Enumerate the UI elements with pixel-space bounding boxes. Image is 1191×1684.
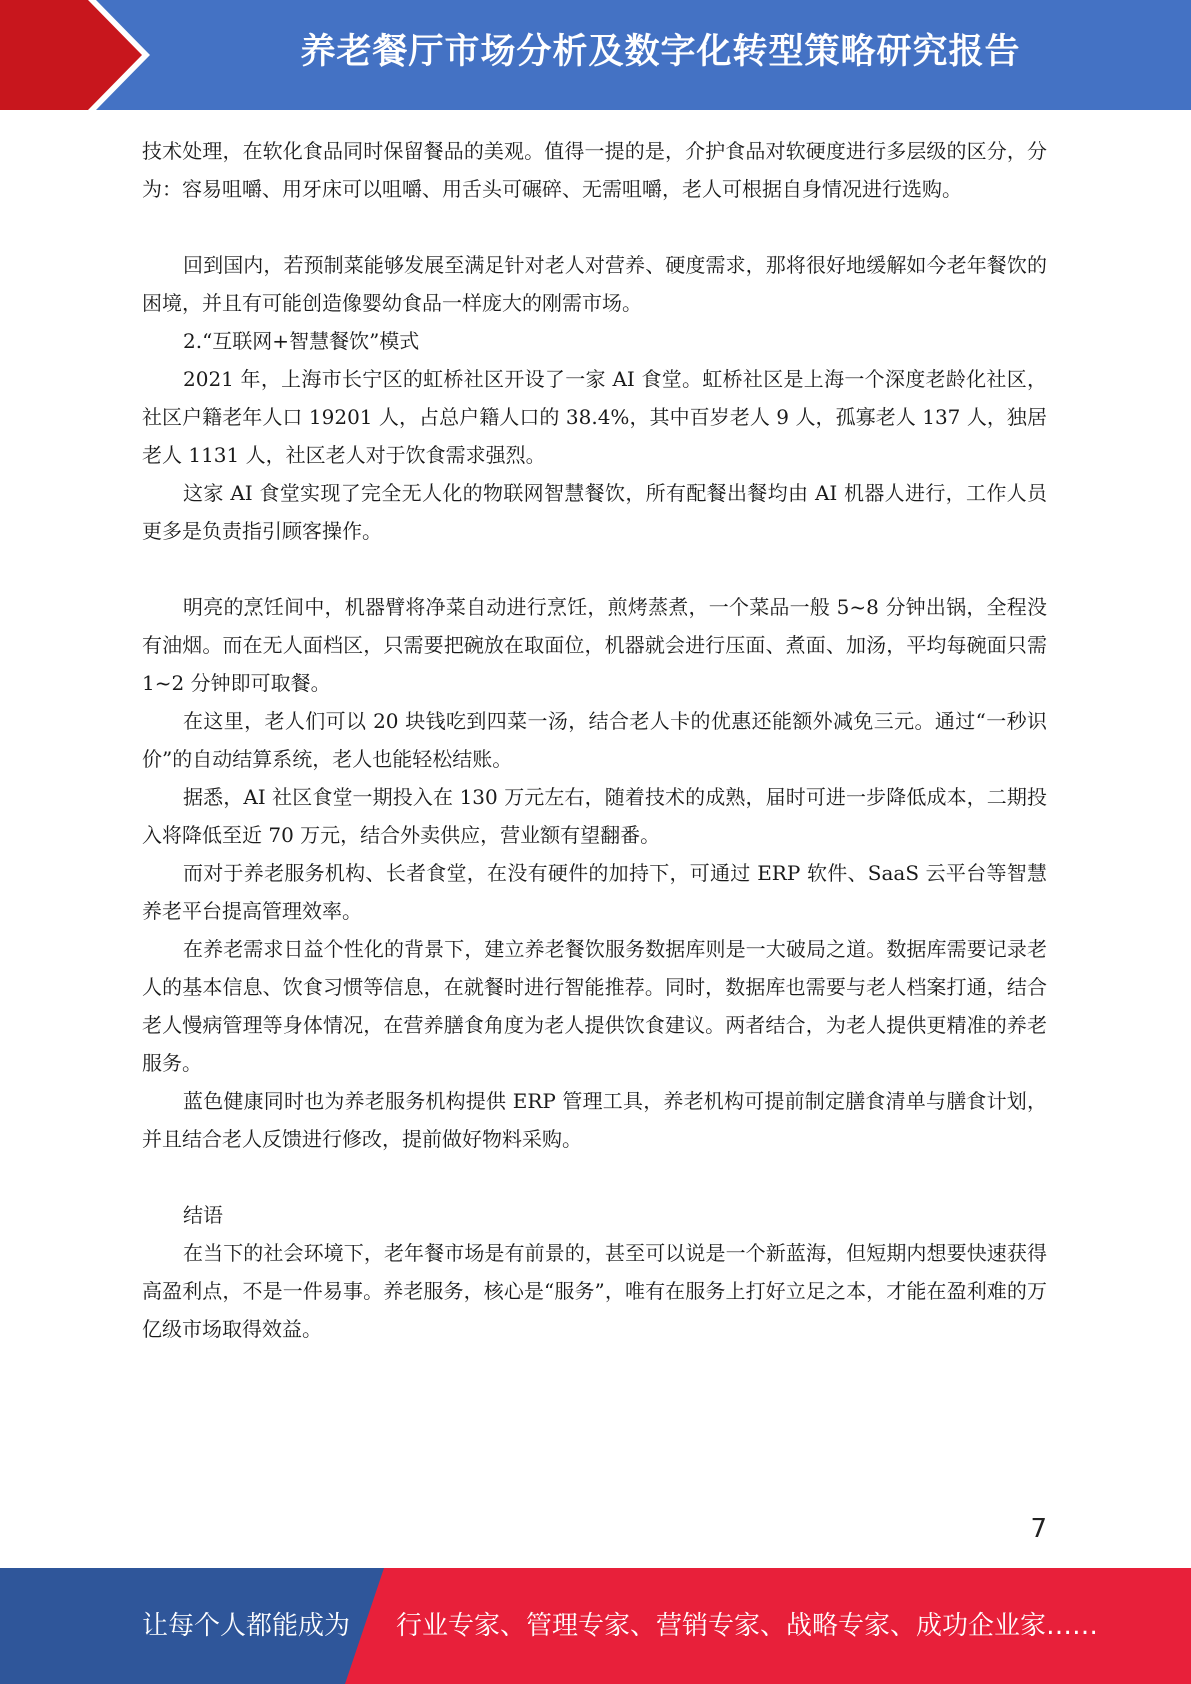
page-number: 7 (1030, 1514, 1047, 1544)
header-chevron-decoration (0, 0, 160, 110)
paragraph: 回到国内，若预制菜能够发展至满足针对老人对营养、硬度需求，那将很好地缓解如今老年餐饮的困境，并且有可能创造像婴幼食品一样庞大的刚需市场。 (142, 253, 1047, 315)
paragraph: 明亮的烹饪间中，机器臂将净菜自动进行烹饪，煎烤蒸煮，一个菜品一般 5~8 分钟出锅，全程没有油烟。而在无人面档区，只需要把碗放在取面位，机器就会进行压面、煮面、加汤，平均每碗面只需 1~2 分钟即可取餐。 (142, 595, 1047, 695)
section-heading: 结语 (183, 1203, 223, 1227)
section-heading: 2.“互联网+智慧餐饮”模式 (183, 329, 420, 353)
paragraph: 在当下的社会环境下，老年餐市场是有前景的，甚至可以说是一个新蓝海，但短期内想要快速获得高盈利点，不是一件易事。养老服务，核心是“服务”，唯有在服务上打好立足之本，才能在盈利难的万亿级市场取得效益。 (142, 1241, 1047, 1341)
footer-slogan-left: 让每个人都能成为 (142, 1611, 351, 1641)
paragraph: 2021 年，上海市长宁区的虹桥社区开设了一家 AI 食堂。虹桥社区是上海一个深度老龄化社区，社区户籍老年人口 19201 人，占总户籍人口的 38.4%，其中百岁老人 9 人，孤寡老人 137 人，独居老人 1131 人，社区老人对于饮食需求强烈。 (142, 367, 1047, 467)
paragraph: 据悉，AI 社区食堂一期投入在 130 万元左右，随着技术的成熟，届时可进一步降低成本，二期投入将降低至近 70 万元，结合外卖供应，营业额有望翻番。 (142, 785, 1047, 847)
page-footer (0, 1568, 1191, 1684)
paragraph-gap (142, 550, 1047, 588)
paragraph-gap (142, 208, 1047, 246)
footer-slogan-right: 行业专家、管理专家、营销专家、战略专家、成功企业家…… (396, 1611, 1099, 1641)
paragraph: 蓝色健康同时也为养老服务机构提供 ERP 管理工具，养老机构可提前制定膳食清单与膳食计划，并且结合老人反馈进行修改，提前做好物料采购。 (142, 1089, 1047, 1151)
paragraph: 在养老需求日益个性化的背景下，建立养老餐饮服务数据库则是一大破局之道。数据库需要记录老人的基本信息、饮食习惯等信息，在就餐时进行智能推荐。同时，数据库也需要与老人档案打通，结合老人慢病管理等身体情况，在营养膳食角度为老人提供饮食建议。两者结合，为老人提供更精准的养老服务。 (142, 937, 1047, 1075)
paragraph: 在这里，老人们可以 20 块钱吃到四菜一汤，结合老人卡的优惠还能额外减免三元。通过“一秒识价”的自动结算系统，老人也能轻松结账。 (142, 709, 1047, 771)
paragraph: 而对于养老服务机构、长者食堂，在没有硬件的加持下，可通过 ERP 软件、SaaS 云平台等智慧养老平台提高管理效率。 (142, 861, 1047, 923)
page-header (0, 0, 1191, 110)
body-text (142, 132, 1047, 1348)
report-title: 养老餐厅市场分析及数字化转型策略研究报告 (300, 32, 1021, 72)
paragraph: 技术处理，在软化食品同时保留餐品的美观。值得一提的是，介护食品对软硬度进行多层级的区分，分为：容易咀嚼、用牙床可以咀嚼、用舌头可碾碎、无需咀嚼，老人可根据自身情况进行选购。 (142, 139, 1047, 201)
paragraph: 这家 AI 食堂实现了完全无人化的物联网智慧餐饮，所有配餐出餐均由 AI 机器人进行，工作人员更多是负责指引顾客操作。 (142, 481, 1047, 543)
paragraph-gap (142, 1158, 1047, 1196)
